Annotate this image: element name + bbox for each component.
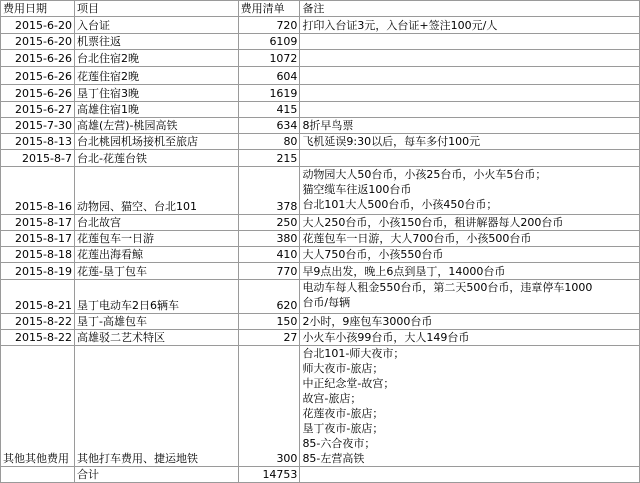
row-amount: 634 xyxy=(238,118,300,134)
note-line: 打印入台证3元，入台证+签注100元/人 xyxy=(302,19,498,32)
row-amount: 1072 xyxy=(238,50,300,67)
row-item: 花莲包车一日游 xyxy=(74,231,238,247)
row-amount: 410 xyxy=(238,247,300,263)
note-line: 85-六合夜市； xyxy=(302,437,376,450)
row-item: 台北桃园机场接机至旅店 xyxy=(74,134,238,150)
row-amount: 250 xyxy=(238,215,300,231)
row-notes xyxy=(300,17,640,34)
header-item: 项目 xyxy=(74,1,238,17)
table-row xyxy=(1,102,640,118)
row-notes xyxy=(300,102,640,118)
header-date: 费用日期 xyxy=(1,1,75,17)
row-date: 2015-6-26 xyxy=(1,67,75,85)
row-date: 2015-6-26 xyxy=(1,50,75,67)
row-date: 2015-8-16 xyxy=(1,167,75,215)
note-line: 2小时，9座包车3000台币 xyxy=(302,315,433,328)
expense-table-body xyxy=(1,1,640,483)
row-date: 2015-8-22 xyxy=(1,330,75,346)
row-amount: 378 xyxy=(238,167,300,215)
row-notes xyxy=(300,314,640,330)
row-date: 2015-8-13 xyxy=(1,134,75,150)
row-date: 2015-6-27 xyxy=(1,102,75,118)
table-row xyxy=(1,247,640,263)
total-amount: 14753 xyxy=(238,467,300,483)
row-date: 2015-8-18 xyxy=(1,247,75,263)
row-notes xyxy=(300,85,640,102)
row-notes xyxy=(300,263,640,280)
row-item: 高雄住宿1晚 xyxy=(74,102,238,118)
row-amount: 604 xyxy=(238,67,300,85)
note-line: 花莲包车一日游，大人700台币，小孩500台币 xyxy=(302,232,532,245)
note-line: 小火车小孩99台币，大人149台币 xyxy=(302,331,470,344)
row-date: 2015-8-17 xyxy=(1,231,75,247)
row-notes xyxy=(300,330,640,346)
row-notes xyxy=(300,150,640,167)
row-amount: 415 xyxy=(238,102,300,118)
row-item: 机票往返 xyxy=(74,34,238,50)
row-amount: 300 xyxy=(238,346,300,467)
row-amount: 720 xyxy=(238,17,300,34)
note-line: 猫空缆车往返100台币 xyxy=(302,183,412,196)
row-item: 入台证 xyxy=(74,17,238,34)
row-date: 2015-6-20 xyxy=(1,34,75,50)
note-line: 飞机延误9:30以后，每车多付100元 xyxy=(302,135,481,148)
row-amount: 770 xyxy=(238,263,300,280)
table-row xyxy=(1,346,640,467)
row-item: 台北故宫 xyxy=(74,215,238,231)
row-date: 2015-6-20 xyxy=(1,17,75,34)
row-amount: 620 xyxy=(238,280,300,314)
row-notes xyxy=(300,346,640,467)
header-amount: 费用清单 xyxy=(238,1,300,17)
note-line: 台币/每辆 xyxy=(302,296,351,309)
row-item: 动物园、猫空、台北101 xyxy=(74,167,238,215)
table-row xyxy=(1,150,640,167)
table-row xyxy=(1,17,640,34)
row-notes xyxy=(300,118,640,134)
row-notes xyxy=(300,280,640,314)
row-date: 2015-7-30 xyxy=(1,118,75,134)
row-item: 花莲住宿2晚 xyxy=(74,67,238,85)
row-notes xyxy=(300,247,640,263)
table-row xyxy=(1,50,640,67)
row-item: 台北-花莲台铁 xyxy=(74,150,238,167)
row-amount: 1619 xyxy=(238,85,300,102)
row-amount: 380 xyxy=(238,231,300,247)
note-line: 大人750台币，小孩550台币 xyxy=(302,248,444,261)
row-date: 2015-8-22 xyxy=(1,314,75,330)
note-line: 花莲夜市-旅店； xyxy=(302,407,384,420)
row-item: 高雄(左营)-桃园高铁 xyxy=(74,118,238,134)
row-item: 垦丁-高雄包车 xyxy=(74,314,238,330)
table-row xyxy=(1,231,640,247)
row-date: 2015-8-19 xyxy=(1,263,75,280)
table-row xyxy=(1,215,640,231)
note-line: 85-左营高铁 xyxy=(302,452,365,465)
row-notes xyxy=(300,50,640,67)
row-notes xyxy=(300,67,640,85)
table-row xyxy=(1,330,640,346)
row-notes xyxy=(300,134,640,150)
row-date: 2015-8-21 xyxy=(1,280,75,314)
header-row xyxy=(1,1,640,17)
row-notes xyxy=(300,167,640,215)
row-amount: 6109 xyxy=(238,34,300,50)
total-label: 合计 xyxy=(74,467,238,483)
header-notes: 备注 xyxy=(300,1,640,17)
row-item: 台北住宿2晚 xyxy=(74,50,238,67)
row-amount: 80 xyxy=(238,134,300,150)
row-date: 2015-6-26 xyxy=(1,85,75,102)
table-row xyxy=(1,34,640,50)
table-row xyxy=(1,167,640,215)
row-amount: 27 xyxy=(238,330,300,346)
table-row xyxy=(1,280,640,314)
row-date: 其他其他费用 xyxy=(1,346,75,467)
row-item: 高雄驳二艺术特区 xyxy=(74,330,238,346)
row-notes xyxy=(300,215,640,231)
table-row xyxy=(1,67,640,85)
row-notes xyxy=(300,34,640,50)
row-notes xyxy=(300,231,640,247)
row-item: 垦丁电动车2日6辆车 xyxy=(74,280,238,314)
note-line: 8折早鸟票 xyxy=(302,119,354,132)
note-line: 大人250台币，小孩150台币，租讲解器每人200台币 xyxy=(302,216,564,229)
row-amount: 150 xyxy=(238,314,300,330)
table-row xyxy=(1,314,640,330)
row-date: 2015-8-17 xyxy=(1,215,75,231)
note-line: 师大夜市-旅店； xyxy=(302,362,384,375)
row-item: 花莲出海看鲸 xyxy=(74,247,238,263)
note-line: 中正纪念堂-故宫； xyxy=(302,377,395,390)
note-line: 垦丁夜市-旅店； xyxy=(302,422,384,435)
note-line: 动物园大人50台币，小孩25台币，小火车5台币； xyxy=(302,168,547,181)
row-item: 花莲-垦丁包车 xyxy=(74,263,238,280)
note-line: 台北101-师大夜市； xyxy=(302,347,405,360)
note-line: 故宫-旅店； xyxy=(302,392,362,405)
row-item: 垦丁住宿3晚 xyxy=(74,85,238,102)
table-row xyxy=(1,263,640,280)
table-row xyxy=(1,85,640,102)
note-line: 台北101大人500台币，小孩450台币； xyxy=(302,198,498,211)
note-line: 电动车每人租金550台币，第二天500台币，违章停车1000 xyxy=(302,281,593,294)
table-row xyxy=(1,134,640,150)
row-item: 其他打车费用、捷运地铁 xyxy=(74,346,238,467)
row-amount: 215 xyxy=(238,150,300,167)
row-date: 2015-8-7 xyxy=(1,150,75,167)
note-line: 早9点出发，晚上6点到垦丁，14000台币 xyxy=(302,265,506,278)
table-row xyxy=(1,118,640,134)
